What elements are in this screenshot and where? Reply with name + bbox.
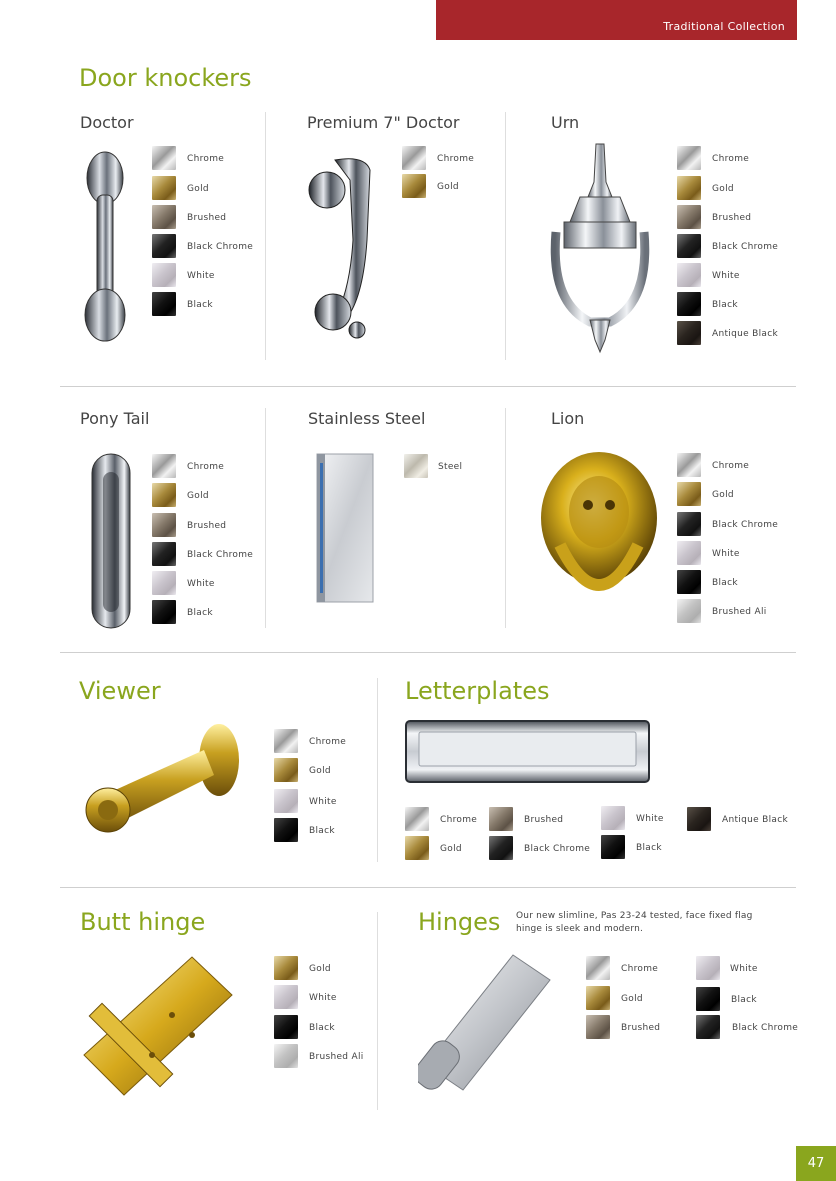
- swatch-chrome: [586, 956, 610, 980]
- swatch-label: Black: [712, 578, 738, 588]
- swatch-black: [152, 292, 176, 316]
- swatch-label: Black: [187, 608, 213, 618]
- swatch-label: Black Chrome: [712, 242, 779, 252]
- swatch-gold: [586, 986, 610, 1010]
- hinges-description-line: hinge is sleek and modern.: [516, 924, 644, 934]
- swatch-label: Black Chrome: [712, 520, 779, 530]
- product-title-lion: Lion: [551, 409, 585, 428]
- swatch-gold: [402, 174, 426, 198]
- swatch-antique-black: [687, 807, 711, 831]
- swatch-gold: [274, 956, 298, 980]
- lion-knocker-image: [540, 450, 658, 615]
- urn-knocker-image: [550, 142, 650, 354]
- swatch-label: Chrome: [437, 154, 475, 164]
- swatch-black-chrome: [152, 234, 176, 258]
- flag-hinge-image: [418, 950, 554, 1095]
- swatch-gold: [677, 176, 701, 200]
- swatch-brushed: [489, 807, 513, 831]
- hinges-description-line: Our new slimline, Pas 23-24 tested, face fixed flag: [516, 911, 753, 921]
- swatch-label: Gold: [712, 490, 734, 500]
- swatch-label: Brushed Ali: [309, 1052, 364, 1062]
- swatch-black-chrome: [677, 512, 701, 536]
- divider: [265, 408, 266, 628]
- swatch-label: Chrome: [309, 737, 347, 747]
- swatch-black-chrome: [677, 234, 701, 258]
- swatch-label: Chrome: [440, 815, 478, 825]
- swatch-label: Black: [187, 300, 213, 310]
- swatch-white: [152, 571, 176, 595]
- swatch-label: Chrome: [621, 964, 659, 974]
- swatch-chrome: [677, 453, 701, 477]
- swatch-brushed: [586, 1015, 610, 1039]
- swatch-label: Antique Black: [712, 329, 778, 339]
- swatch-label: Gold: [187, 184, 209, 194]
- product-title-stainless-steel: Stainless Steel: [308, 409, 426, 428]
- swatch-label: Gold: [621, 994, 643, 1004]
- swatch-brushed: [677, 205, 701, 229]
- swatch-label: Steel: [438, 462, 463, 472]
- letterplate-image: [405, 720, 650, 783]
- divider: [60, 652, 796, 653]
- swatch-black: [677, 570, 701, 594]
- swatch-label: White: [636, 814, 664, 824]
- swatch-label: Black: [731, 995, 757, 1005]
- swatch-gold: [274, 758, 298, 782]
- product-title-doctor: Doctor: [80, 113, 134, 132]
- swatch-chrome: [152, 146, 176, 170]
- swatch-label: Gold: [440, 844, 462, 854]
- section-title-door-knockers: Door knockers: [79, 64, 252, 92]
- swatch-label: Black Chrome: [732, 1023, 799, 1033]
- swatch-black-chrome: [696, 1015, 720, 1039]
- swatch-label: Black: [309, 826, 335, 836]
- swatch-gold: [677, 482, 701, 506]
- swatch-chrome: [152, 454, 176, 478]
- section-title-butt-hinge: Butt hinge: [80, 908, 206, 936]
- divider: [60, 386, 796, 387]
- swatch-white: [152, 263, 176, 287]
- swatch-black: [601, 835, 625, 859]
- swatch-label: White: [187, 579, 215, 589]
- swatch-label: Black: [309, 1023, 335, 1033]
- swatch-label: Chrome: [712, 461, 750, 471]
- swatch-label: White: [712, 549, 740, 559]
- swatch-label: Gold: [309, 766, 331, 776]
- swatch-chrome: [402, 146, 426, 170]
- butt-hinge-image: [82, 955, 234, 1107]
- swatch-label: Brushed: [187, 213, 227, 223]
- swatch-label: Brushed: [187, 521, 227, 531]
- swatch-label: White: [187, 271, 215, 281]
- swatch-chrome: [274, 729, 298, 753]
- swatch-label: White: [309, 797, 337, 807]
- swatch-label: Brushed: [524, 815, 564, 825]
- swatch-black: [152, 600, 176, 624]
- pony-tail-knocker-image: [90, 452, 132, 630]
- swatch-black: [677, 292, 701, 316]
- swatch-label: Black Chrome: [187, 242, 254, 252]
- swatch-brushed: [152, 205, 176, 229]
- swatch-gold: [405, 836, 429, 860]
- divider: [265, 112, 266, 360]
- divider: [505, 112, 506, 360]
- swatch-antique-black: [677, 321, 701, 345]
- door-viewer-image: [84, 720, 244, 835]
- stainless-steel-knocker-image: [316, 453, 374, 603]
- swatch-white: [601, 806, 625, 830]
- divider: [505, 408, 506, 628]
- swatch-white: [274, 789, 298, 813]
- swatch-gold: [152, 176, 176, 200]
- swatch-label: Brushed: [712, 213, 752, 223]
- doctor-knocker-image: [80, 150, 130, 345]
- swatch-black: [274, 818, 298, 842]
- swatch-brushed-ali: [274, 1044, 298, 1068]
- swatch-white: [677, 541, 701, 565]
- swatch-label: Chrome: [712, 154, 750, 164]
- swatch-label: Brushed: [621, 1023, 661, 1033]
- swatch-white: [274, 985, 298, 1009]
- product-title-urn: Urn: [551, 113, 580, 132]
- swatch-white: [677, 263, 701, 287]
- swatch-label: Gold: [309, 964, 331, 974]
- swatch-black-chrome: [152, 542, 176, 566]
- section-title-hinges: Hinges: [418, 908, 501, 936]
- swatch-label: Black Chrome: [524, 844, 591, 854]
- section-title-viewer: Viewer: [79, 677, 161, 705]
- swatch-label: Brushed Ali: [712, 607, 767, 617]
- swatch-black: [274, 1015, 298, 1039]
- swatch-gold: [152, 483, 176, 507]
- product-title-premium-doctor: Premium 7" Doctor: [307, 113, 460, 132]
- swatch-label: Chrome: [187, 462, 225, 472]
- collection-banner: [436, 0, 797, 40]
- collection-label: Traditional Collection: [663, 20, 785, 33]
- section-title-letterplates: Letterplates: [405, 677, 550, 705]
- product-title-pony-tail: Pony Tail: [80, 409, 150, 428]
- swatch-label: White: [309, 993, 337, 1003]
- swatch-label: Chrome: [187, 154, 225, 164]
- swatch-label: White: [730, 964, 758, 974]
- swatch-label: Black: [636, 843, 662, 853]
- swatch-black: [696, 987, 720, 1011]
- swatch-label: Antique Black: [722, 815, 788, 825]
- swatch-label: Black: [712, 300, 738, 310]
- swatch-chrome: [677, 146, 701, 170]
- divider: [377, 912, 378, 1110]
- swatch-label: Black Chrome: [187, 550, 254, 560]
- swatch-white: [696, 956, 720, 980]
- swatch-steel: [404, 454, 428, 478]
- swatch-chrome: [405, 807, 429, 831]
- swatch-label: White: [712, 271, 740, 281]
- divider: [60, 887, 796, 888]
- swatch-label: Gold: [712, 184, 734, 194]
- premium-doctor-knocker-image: [305, 150, 380, 345]
- swatch-black-chrome: [489, 836, 513, 860]
- hinges-description: [516, 910, 753, 936]
- divider: [377, 678, 378, 862]
- swatch-label: Gold: [187, 491, 209, 501]
- swatch-label: Gold: [437, 182, 459, 192]
- swatch-brushed-ali: [677, 599, 701, 623]
- page-number: 47: [796, 1146, 836, 1181]
- swatch-brushed: [152, 513, 176, 537]
